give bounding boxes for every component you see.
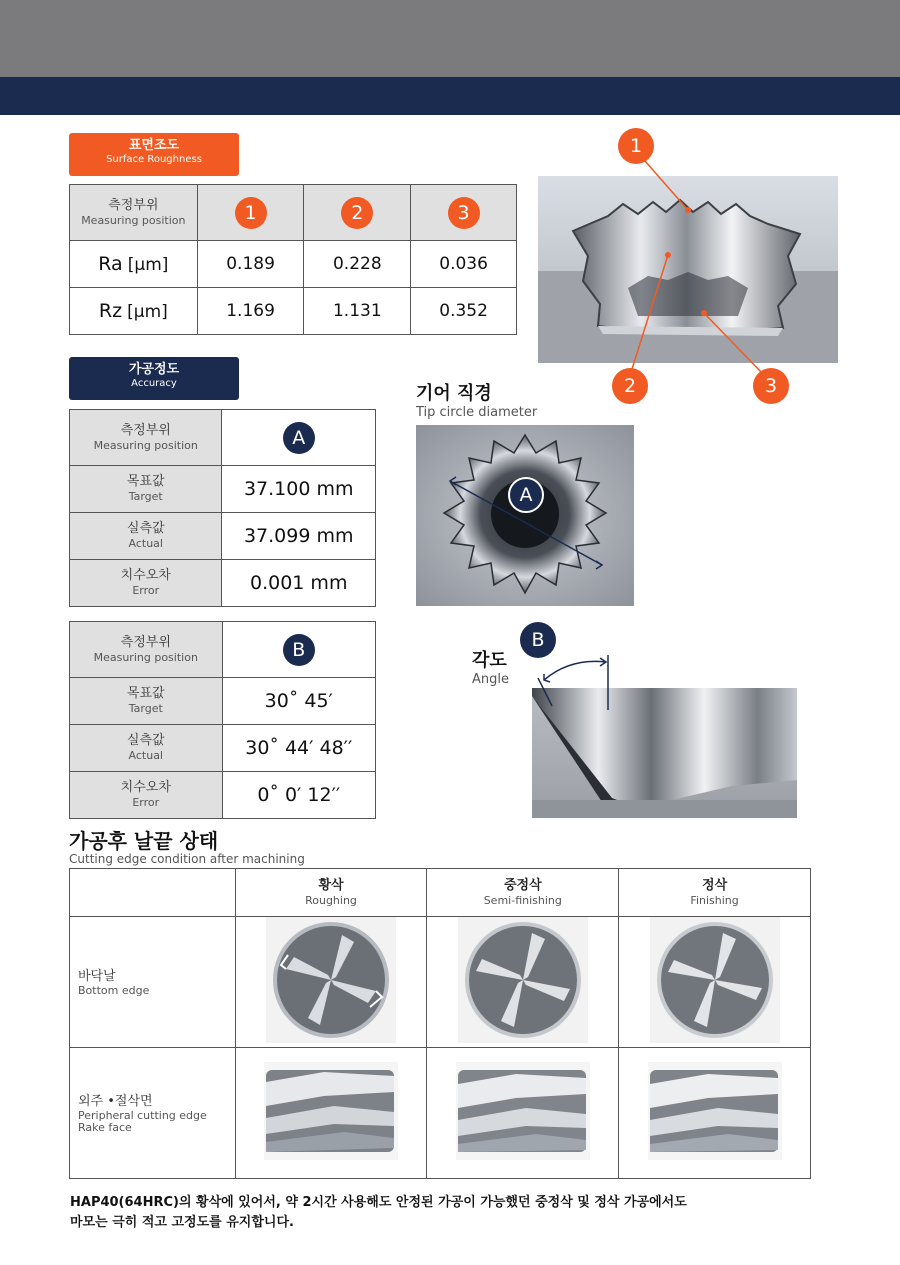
marker-a: A: [283, 422, 315, 454]
peripheral-semi-finishing-photo: [427, 1048, 619, 1179]
row-kr: 외주 •절삭면: [78, 1093, 153, 1109]
label-en: Actual: [128, 749, 163, 762]
accuracy-table-b: [69, 621, 376, 819]
marker-b: B: [283, 634, 315, 666]
bottom-edge-finishing-photo: [619, 917, 811, 1048]
bottom-edge-semi-finishing-photo: [427, 917, 619, 1048]
badge-title-kr: 표면조도: [128, 138, 180, 153]
actual-label: [70, 513, 222, 560]
value: 37.100 mm: [243, 478, 354, 500]
header-en: Measuring position: [93, 438, 198, 452]
callout-3-marker: 3: [753, 368, 789, 404]
tip-circle-caption: [416, 383, 537, 420]
value: 37.099 mm: [243, 525, 354, 547]
position-3-marker: 3: [448, 197, 480, 229]
gear-top-photo: [416, 425, 634, 606]
row-en-1: Peripheral cutting edge: [78, 1108, 207, 1122]
angle-arc: [530, 650, 620, 710]
badge-title-kr: 가공정도: [128, 362, 180, 377]
col-kr: 황삭: [318, 877, 344, 893]
value: 0˚ 0′ 12′′: [257, 784, 341, 806]
table-row: [70, 678, 376, 725]
label-en: Actual: [128, 537, 163, 550]
corner-cell: [70, 869, 236, 917]
callout-1-marker: 1: [618, 128, 654, 164]
value: 0.228: [332, 254, 382, 274]
position-1-marker: 1: [235, 197, 267, 229]
header-kr: 측정부위: [120, 634, 171, 650]
col-semi-finishing: [427, 869, 619, 917]
bottom-edge-roughing-photo: [235, 917, 427, 1048]
row-en-2: Rake face: [78, 1120, 132, 1134]
value: 0.001 mm: [250, 572, 348, 594]
title-en: Cutting edge condition after machining: [69, 852, 305, 866]
position-2-marker: 2: [341, 197, 373, 229]
label-en: Error: [132, 584, 160, 597]
header-en: Measuring position: [93, 650, 198, 664]
row-bottom-edge: [70, 917, 236, 1048]
label-kr: 목표값: [126, 474, 165, 489]
angle-marker-b: B: [520, 622, 556, 658]
value: 0.352: [439, 301, 488, 321]
target-label: [70, 466, 222, 513]
value: 30˚ 44′ 48′′: [245, 737, 353, 759]
actual-label: [70, 725, 223, 772]
actual-value: [222, 725, 375, 772]
caption-kr: 기어 직경: [416, 383, 492, 404]
label-kr: 실측값: [126, 521, 165, 536]
table-row: [70, 513, 376, 560]
row-en: Bottom edge: [78, 983, 150, 997]
peripheral-finishing-photo: [619, 1048, 811, 1179]
col-en: Roughing: [305, 893, 357, 907]
callout-2-marker: 2: [612, 368, 648, 404]
header-en: Measuring position: [81, 213, 186, 227]
gear-marker-a: A: [508, 477, 544, 513]
footer-note: [70, 1193, 850, 1233]
value: 1.169: [226, 301, 275, 321]
actual-value: [222, 513, 376, 560]
badge-title-en: Accuracy: [131, 378, 177, 389]
measuring-position-header: [70, 622, 223, 678]
header-kr: 측정부위: [108, 197, 159, 213]
value: 1.131: [332, 301, 382, 321]
table-row: [70, 725, 376, 772]
header-kr: 측정부위: [120, 422, 171, 438]
error-label: [70, 772, 223, 819]
cutting-edge-title: [69, 829, 305, 866]
label-kr: 실측값: [126, 733, 165, 748]
label-kr: 목표값: [126, 686, 165, 701]
badge-title-en: Surface Roughness: [106, 154, 202, 165]
rz-label: Rz: [98, 300, 123, 322]
col-finishing: [619, 869, 811, 917]
error-label: [70, 560, 222, 607]
col-roughing: [235, 869, 427, 917]
col-kr: 중정삭: [503, 877, 542, 893]
marker-cell: [222, 622, 375, 678]
error-value: [222, 772, 375, 819]
target-value: [222, 678, 375, 725]
value: 0.189: [226, 254, 275, 274]
ra-label: Ra: [98, 253, 123, 275]
label-en: Target: [128, 490, 163, 503]
row-peripheral-edge: [70, 1048, 236, 1179]
ra-unit: [μm]: [127, 255, 169, 275]
col-en: Semi-finishing: [483, 893, 562, 907]
table-row: [70, 466, 376, 513]
title-kr: 가공후 날끝 상태: [69, 829, 219, 853]
table-row: [70, 917, 811, 1048]
table-row: [70, 772, 376, 819]
accuracy-table-a: [69, 409, 376, 607]
measuring-position-header: [70, 410, 222, 466]
label-kr: 치수오차: [120, 780, 171, 795]
table-row: [70, 560, 376, 607]
footer-line-2: 마모는 극히 적고 고정도를 유지합니다.: [70, 1215, 294, 1230]
accuracy-badge: [69, 357, 239, 400]
peripheral-roughing-photo: [235, 1048, 427, 1179]
angle-caption: [472, 650, 509, 687]
cutting-edge-table: [69, 868, 811, 1179]
caption-kr: 각도: [472, 650, 507, 671]
marker-cell: [222, 410, 376, 466]
target-label: [70, 678, 223, 725]
label-kr: 치수오차: [120, 568, 171, 583]
value: 30˚ 45′: [264, 690, 333, 712]
label-en: Error: [132, 796, 160, 809]
target-value: [222, 466, 376, 513]
caption-en: Angle: [472, 672, 509, 687]
rz-unit: [μm]: [127, 302, 168, 322]
col-en: Finishing: [690, 893, 739, 907]
label-en: Target: [128, 702, 163, 715]
table-row: [70, 1048, 811, 1179]
footer-line-1: HAP40(64HRC)의 황삭에 있어서, 약 2시간 사용해도 안정된 가공이 가능했던 중정삭 및 정삭 가공에서도: [70, 1195, 687, 1210]
row-kr: 바닥날: [78, 968, 116, 984]
value: 0.036: [439, 254, 488, 274]
caption-en: Tip circle diameter: [416, 405, 538, 420]
col-kr: 정삭: [702, 877, 728, 893]
error-value: [222, 560, 376, 607]
